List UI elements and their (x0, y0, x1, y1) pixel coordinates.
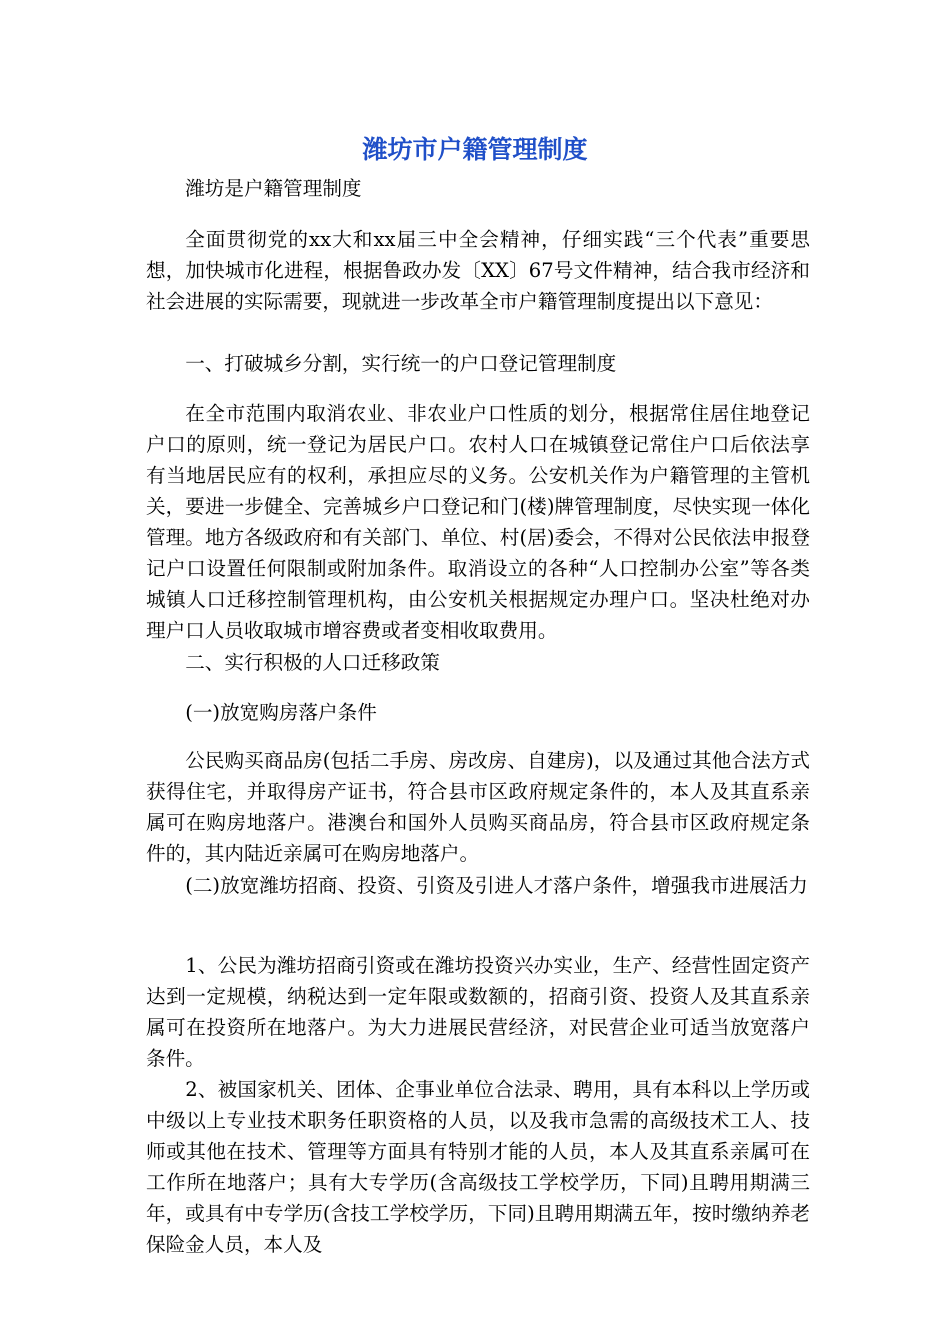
paragraph-intro: 全面贯彻党的xx大和xx届三中全会精神，仔细实践“三个代表”重要思想，加快城市化进程，根据鲁政办发〔XX〕67号文件精神，结合我市经济和社会进展的实际需要，现就进一步改革全市户籍管理制度提出以下意见： (146, 228, 810, 313)
paragraph-subsection-1: 公民购买商品房(包括二手房、房改房、自建房)，以及通过其他合法方式获得住宅，并取得房产证书，符合县市区政府规定条件的，本人及其直系亲属可在购房地落户。港澳台和国外人员购买商品房，符合县市区政府规定条件的，其内陆近亲属可在购房地落户。 (146, 749, 810, 865)
heading-section-1: 一、打破城乡分割，实行统一的户口登记管理制度 (185, 352, 617, 375)
paragraph-item-1: 1、公民为潍坊招商引资或在潍坊投资兴办实业，生产、经营性固定资产达到一定规模，纳税达到一定年限或数额的，招商引资、投资人及其直系亲属可在投资所在地落户。为大力进展民营经济，对民营企业可适当放宽落户条件。 (146, 954, 810, 1070)
heading-subsection-2: (二)放宽潍坊招商、投资、引资及引进人才落户条件，增强我市进展活力 (185, 874, 808, 897)
paragraph-item-2: 2、被国家机关、团体、企事业单位合法录、聘用，具有本科以上学历或中级以上专业技术职务任职资格的人员，以及我市急需的高级技术工人、技师或其他在技术、管理等方面具有特别才能的人员，本人及其直系亲属可在工作所在地落户；具有大专学历(含高级技工学校学历，下同)且聘用期满三年，或具有中专学历(含技工学校学历，下同)且聘用期满五年，按时缴纳养老保险金人员，本人及 (146, 1078, 810, 1256)
paragraph-section-1: 在全市范围内取消农业、非农业户口性质的划分，根据常住居住地登记户口的原则，统一登记为居民户口。农村人口在城镇登记常住户口后依法享有当地居民应有的权利，承担应尽的义务。公安机关作为户籍管理的主管机关，要进一步健全、完善城乡户口登记和门(楼)牌管理制度，尽快实现一体化管理。地方各级政府和有关部门、单位、村(居)委会，不得对公民依法申报登记户口设置任何限制或附加条件。取消设立的各种“人口控制办公室”等各类城镇人口迁移控制管理机构，由公安机关根据规定办理户口。坚决杜绝对办理户口人员收取城市增容费或者变相收取费用。 (146, 402, 810, 642)
heading-subsection-1: (一)放宽购房落户条件 (185, 701, 377, 724)
document-subtitle: 潍坊是户籍管理制度 (185, 177, 362, 200)
document-title: 潍坊市户籍管理制度 (362, 135, 588, 164)
heading-section-2: 二、实行积极的人口迁移政策 (185, 651, 440, 674)
